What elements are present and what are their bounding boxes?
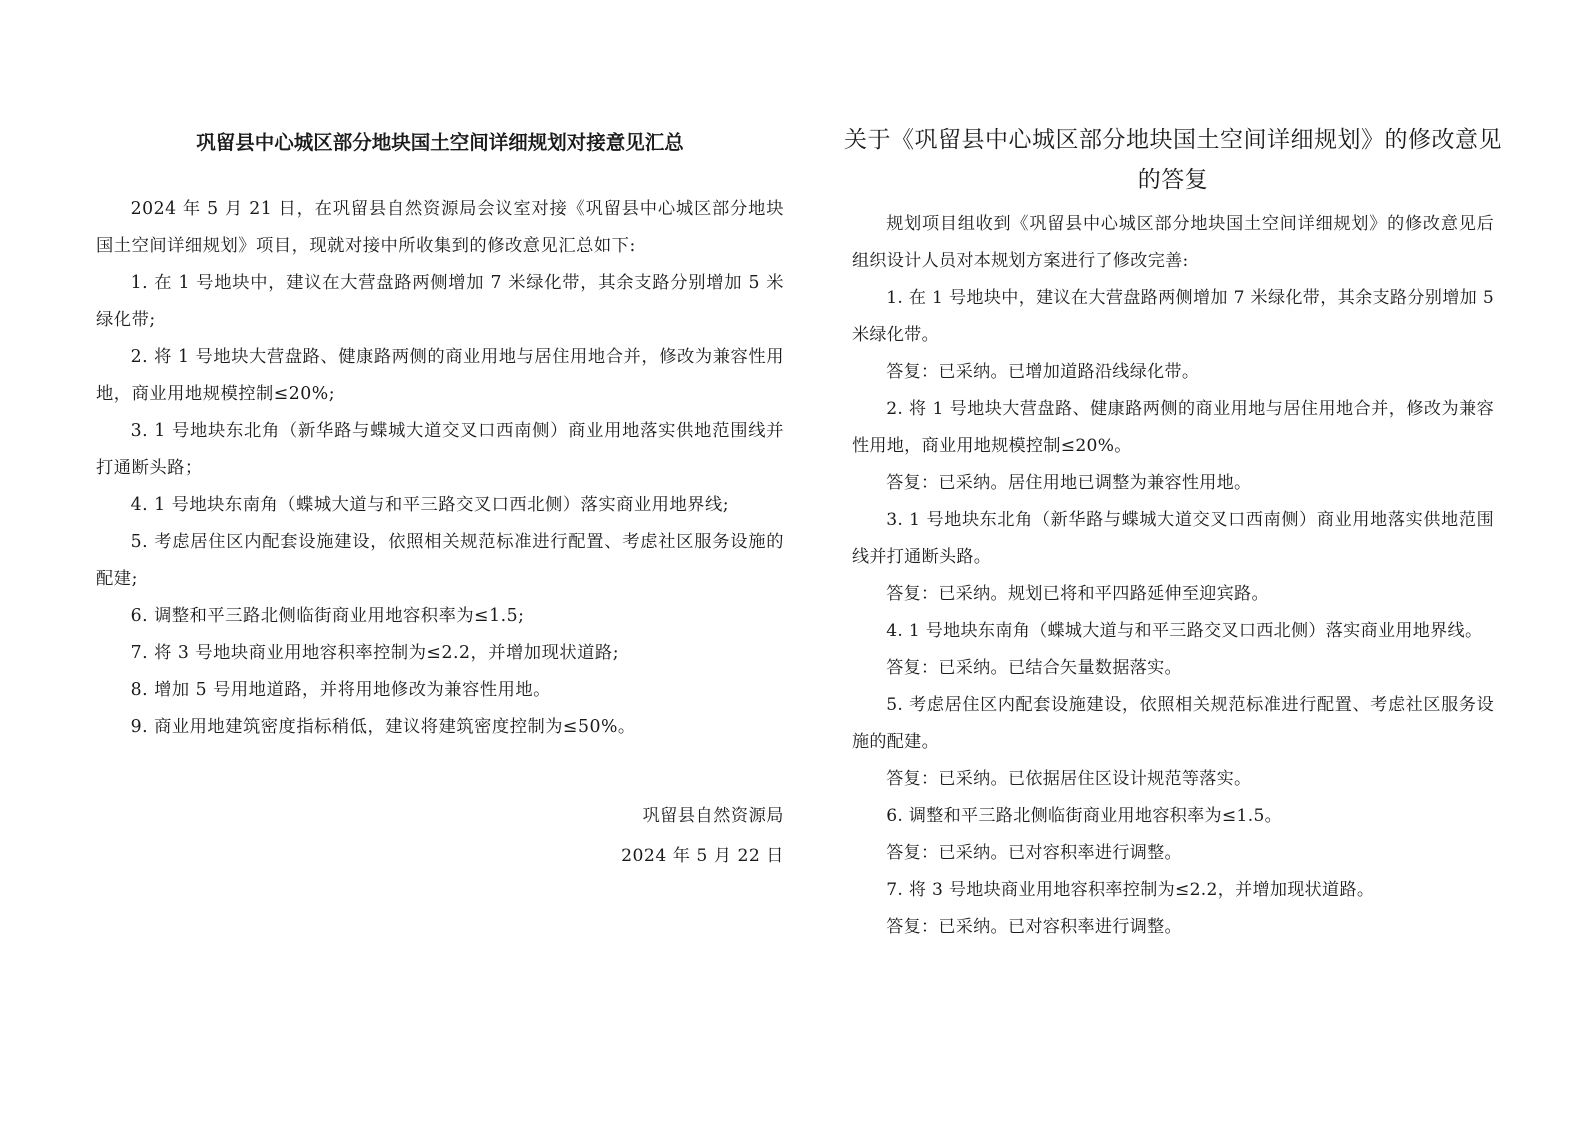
right-document-title: 关于《巩留县中心城区部分地块国土空间详细规划》的修改意见的答复: [844, 127, 1502, 193]
left-paragraph-item-8: 8. 增加 5 号用地道路，并将用地修改为兼容性用地。: [130, 680, 551, 700]
left-paragraph-item-7: 7. 将 3 号地块商业用地容积率控制为≤2.2，并增加现状道路;: [130, 643, 620, 663]
signature-date: 2024 年 5 月 22 日: [621, 846, 784, 866]
left-paragraph-intro: 2024 年 5 月 21 日，在巩留县自然资源局会议室对接《巩留县中心城区部分地块国土空间详细规划》项目，现就对接中所收集到的修改意见汇总如下:: [96, 199, 784, 256]
right-paragraph-item-7: 7. 将 3 号地块商业用地容积率控制为≤2.2，并增加现状道路。: [886, 880, 1375, 900]
right-paragraph-item-2: 2. 将 1 号地块大营盘路、健康路两侧的商业用地与居住用地合并，修改为兼容性用地，商业用地规模控制≤20%。: [852, 399, 1494, 456]
left-paragraph-item-4: 4. 1 号地块东南角（蝶城大道与和平三路交叉口西北侧）落实商业用地界线;: [130, 495, 730, 515]
left-document-page: [96, 0, 784, 1122]
right-paragraph-item-1: 1. 在 1 号地块中，建议在大营盘路两侧增加 7 米绿化带，其余支路分别增加 5 米绿化带。: [852, 288, 1494, 345]
right-paragraph-reply-1: 答复：已采纳。已增加道路沿线绿化带。: [886, 362, 1200, 382]
right-paragraph-reply-7: 答复：已采纳。已对容积率进行调整。: [886, 917, 1182, 937]
right-document-page: [844, 0, 1502, 1122]
signature-organization: 巩留县自然资源局: [642, 806, 784, 826]
right-document-body: [852, 206, 1494, 946]
left-paragraph-item-5: 5. 考虑居住区内配套设施建设，依照相关规范标准进行配置、考虑社区服务设施的配建;: [96, 532, 784, 589]
left-paragraph-item-1: 1. 在 1 号地块中，建议在大营盘路两侧增加 7 米绿化带，其余支路分别增加 5 米绿化带;: [96, 273, 784, 330]
left-paragraph-item-2: 2. 将 1 号地块大营盘路、健康路两侧的商业用地与居住用地合并，修改为兼容性用地，商业用地规模控制≤20%;: [96, 347, 784, 404]
left-document-title: 巩留县中心城区部分地块国土空间详细规划对接意见汇总: [196, 131, 684, 154]
right-paragraph-intro: 规划项目组收到《巩留县中心城区部分地块国土空间详细规划》的修改意见后组织设计人员对本规划方案进行了修改完善:: [852, 214, 1494, 271]
right-paragraph-item-4: 4. 1 号地块东南角（蝶城大道与和平三路交叉口西北侧）落实商业用地界线。: [886, 621, 1483, 641]
right-paragraph-reply-3: 答复：已采纳。规划已将和平四路延伸至迎宾路。: [886, 584, 1269, 604]
right-paragraph-reply-4: 答复：已采纳。已结合矢量数据落实。: [886, 658, 1182, 678]
right-paragraph-item-5: 5. 考虑居住区内配套设施建设，依照相关规范标准进行配置、考虑社区服务设施的配建。: [852, 695, 1494, 752]
left-paragraph-item-3: 3. 1 号地块东北角（新华路与蝶城大道交叉口西南侧）商业用地落实供地范围线并打通断头路；: [96, 421, 784, 478]
right-paragraph-reply-2: 答复：已采纳。居住用地已调整为兼容性用地。: [886, 473, 1252, 493]
right-paragraph-reply-6: 答复：已采纳。已对容积率进行调整。: [886, 843, 1182, 863]
left-paragraph-item-9: 9. 商业用地建筑密度指标稍低，建议将建筑密度控制为≤50%。: [130, 717, 636, 737]
left-paragraph-item-6: 6. 调整和平三路北侧临街商业用地容积率为≤1.5;: [130, 606, 525, 626]
right-paragraph-item-3: 3. 1 号地块东北角（新华路与蝶城大道交叉口西南侧）商业用地落实供地范围线并打通断头路。: [852, 510, 1494, 567]
right-paragraph-reply-5: 答复：已采纳。已依据居住区设计规范等落实。: [886, 769, 1252, 789]
right-paragraph-item-6: 6. 调整和平三路北侧临街商业用地容积率为≤1.5。: [886, 806, 1283, 826]
left-document-body: [96, 191, 784, 746]
